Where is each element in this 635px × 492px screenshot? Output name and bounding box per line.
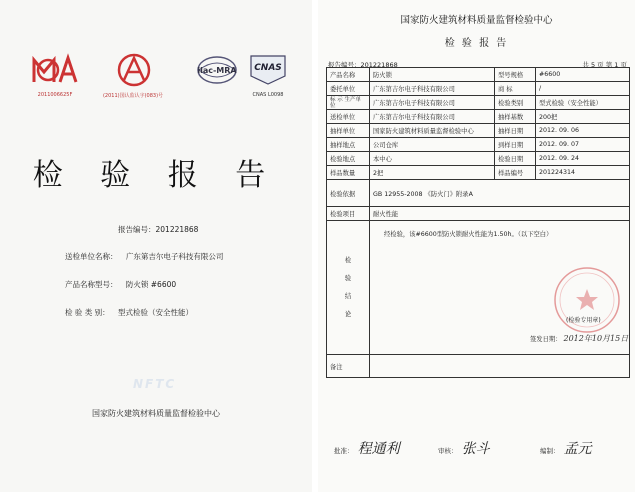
author-label: 编制： [540, 447, 560, 455]
basis-label: 检验依据 [327, 180, 370, 207]
row-value: 防火锁 [370, 68, 495, 82]
inspection-table [326, 67, 630, 378]
row-label: 到样日期 [495, 138, 536, 152]
ilac-mra-logo [195, 52, 239, 92]
cover-client [65, 251, 223, 262]
row-label: 抽样地点 [327, 138, 370, 152]
cover-client-value: 广东第吉尔电子科技有限公司 [125, 252, 224, 261]
row-value: 本中心 [370, 152, 495, 166]
cover-category-value: 型式检验（安全性能） [118, 308, 194, 317]
detail-report-no-value: 201221868 [360, 61, 398, 69]
cover-report-no [118, 224, 198, 235]
table-row [327, 110, 630, 124]
ilac-mra-logo-mark [195, 52, 239, 88]
detail-page [318, 0, 635, 492]
items-value: 耐火性能 [370, 207, 630, 221]
row-label: 商 标 [495, 82, 536, 96]
reviewer-signature: 张斗 [461, 441, 490, 457]
row-value: 200把 [536, 110, 630, 124]
row-label: 样品编号 [495, 166, 536, 180]
conclusion-cell [370, 221, 630, 355]
table-row [327, 96, 630, 110]
cover-product [65, 279, 176, 290]
row-label: 型号规格 [495, 68, 536, 82]
detail-center-name: 国家防火建筑材料质量监督检验中心 [400, 15, 553, 26]
cover-category [65, 307, 193, 318]
table-row [327, 138, 630, 152]
cover-product-value: 防火锁 #6600 [125, 280, 177, 289]
cma-logo [30, 52, 78, 98]
approver-label: 批准： [334, 447, 354, 455]
table-row [327, 124, 630, 138]
row-label: 检验类别 [495, 96, 536, 110]
row-label: 检验日期 [495, 152, 536, 166]
row-label: 标 示 生产单位 [327, 96, 370, 110]
table-row [327, 68, 630, 82]
conclusion-label: 检验结论 [344, 256, 352, 318]
conclusion-label-cell [327, 221, 370, 355]
row-value: 公司仓库 [370, 138, 495, 152]
approver [334, 438, 400, 458]
row-label: 送检单位 [327, 110, 370, 124]
row-label: 产品名称 [327, 68, 370, 82]
row-value: 2把 [370, 166, 495, 180]
svg-text:CNAS: CNAS [254, 63, 282, 73]
issue-date-value: 2012年10月15日 [563, 334, 629, 343]
table-row [327, 355, 630, 378]
cover-category-label: 检 验 类 别： [65, 308, 110, 317]
issue-date [530, 333, 628, 344]
cnas-logo [245, 52, 291, 98]
row-label: 检验地点 [327, 152, 370, 166]
conclusion-text: 经检验，该#6600型防火锁耐火性能为1.50h。（以下空白） [384, 231, 553, 238]
table-row [327, 166, 630, 180]
items-label: 检验项目 [327, 207, 370, 221]
stamp-caption: (检验专用章) [566, 317, 601, 324]
detail-report-no-label: 报告编号： [328, 61, 361, 69]
table-row [327, 207, 630, 221]
cnas-caption: CNAS L0098 [252, 92, 284, 98]
row-value: 2012. 09. 07 [536, 138, 630, 152]
cma-logo-mark [30, 52, 78, 88]
cal-logo [102, 52, 164, 99]
cal-logo-mark [112, 52, 156, 88]
cal-caption: (2011)国认监认字(083)号 [102, 93, 164, 99]
cover-title: 检 验 报 告 [32, 158, 280, 193]
svg-text:ilac-MRA: ilac-MRA [197, 66, 237, 75]
row-value: 国家防火建筑材料质量监督检验中心 [370, 124, 495, 138]
issue-date-label: 签发日期： [530, 336, 562, 343]
row-label: 抽样单位 [327, 124, 370, 138]
cover-report-no-value: 201221868 [155, 225, 199, 234]
approver-signature: 程通利 [357, 441, 400, 457]
row-value: 广东第吉尔电子科技有限公司 [370, 82, 495, 96]
row-value: 广东第吉尔电子科技有限公司 [370, 110, 495, 124]
table-row [327, 82, 630, 96]
cover-product-label: 产品名称型号： [65, 280, 118, 289]
reviewer-label: 审核： [438, 447, 458, 455]
cover-page [0, 0, 312, 492]
row-value: 型式检验（安全性能） [536, 96, 630, 110]
row-label: 样品数量 [327, 166, 370, 180]
row-value: #6600 [536, 68, 630, 82]
author-signature: 孟元 [563, 441, 592, 457]
remark-value [370, 355, 630, 378]
table-row [327, 221, 630, 355]
row-value: 2012. 09. 06 [536, 124, 630, 138]
row-label: 抽样基数 [495, 110, 536, 124]
row-label: 委托单位 [327, 82, 370, 96]
detail-page-info: 共 5 页 第 1 页 [582, 61, 627, 69]
cover-issuer: 国家防火建筑材料质量监督检验中心 [92, 409, 220, 418]
table-row [327, 152, 630, 166]
table-row [327, 180, 630, 207]
row-value: 201224314 [536, 166, 630, 180]
cover-watermark: NFTC [133, 377, 177, 391]
official-stamp-icon [552, 265, 622, 335]
reviewer [438, 438, 490, 458]
author [540, 438, 592, 458]
cover-client-label: 送检单位名称： [65, 252, 118, 261]
cover-report-no-label: 报告编号： [118, 225, 156, 234]
cnas-logo-mark [245, 52, 291, 88]
basis-value: GB 12955-2008 《防火门》附录A [370, 180, 630, 207]
row-value: 广东第吉尔电子科技有限公司 [370, 96, 495, 110]
row-value: 2012. 09. 24 [536, 152, 630, 166]
remark-label: 备注 [327, 355, 370, 378]
row-label: 抽样日期 [495, 124, 536, 138]
cma-caption: 2011006625F [37, 92, 73, 98]
detail-title: 检 验 报 告 [444, 38, 509, 49]
row-value: / [536, 82, 630, 96]
